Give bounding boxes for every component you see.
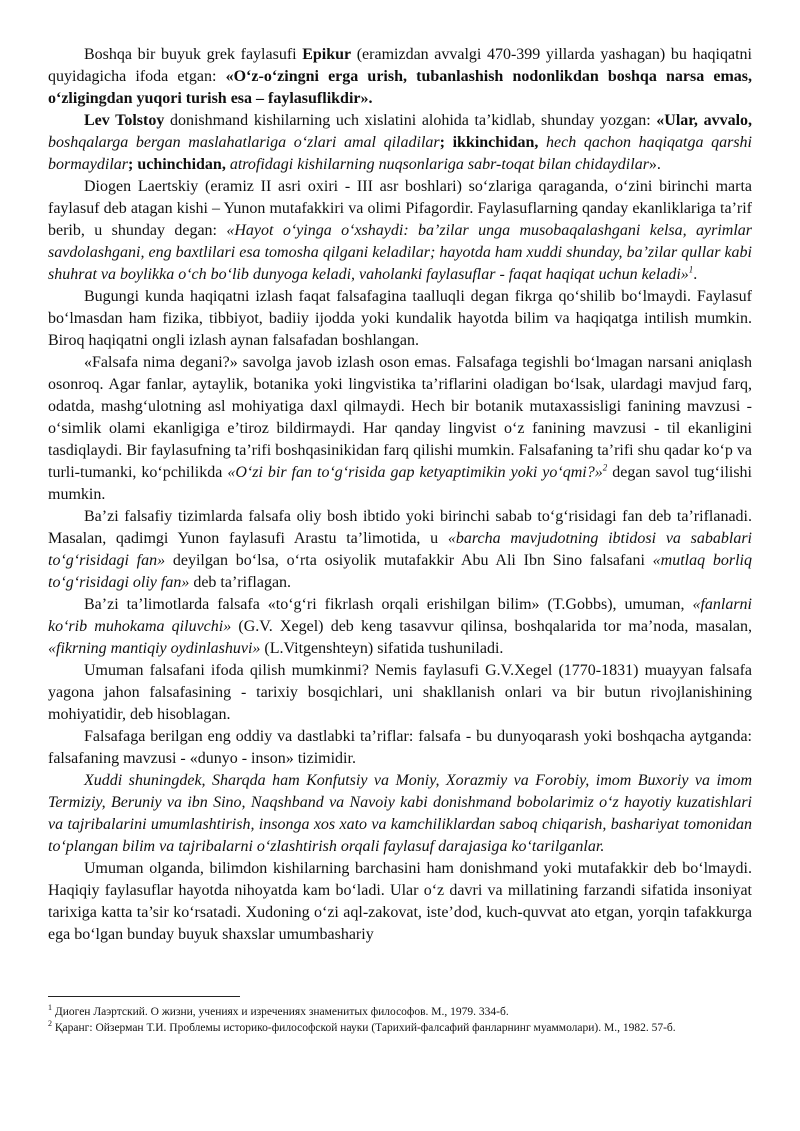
footnote-rule xyxy=(48,996,240,997)
text-run: Ba’zi falsafiy tizimlarda falsafa oliy bosh ibtido yoki birinchi sabab to‘g‘risidagi fan deb ta’riflanadi. Masalan, qadimgi Yunon faylasufi Arastu ta’limotida, u xyxy=(48,508,752,547)
paragraph xyxy=(48,660,752,726)
italic-text: boshqalarga bergan maslahatlariga o‘zlari amal qiladilar xyxy=(48,134,440,151)
bold-text: ; ikkinchidan, xyxy=(439,134,539,151)
text-run: ». xyxy=(648,156,661,173)
footnote-number: 2 xyxy=(48,1019,52,1029)
italic-text: «barcha mavjudotning ibtidosi va sabablari to‘g‘risidagi fan» xyxy=(48,530,753,569)
paragraph xyxy=(48,352,752,506)
italic-text: «fanlarni ko‘rib muhokama qiluvchi» xyxy=(48,596,752,635)
text-run: Umuman olganda, bilimdon kishilarning barchasini ham donishmand yoki mutafakkir deb bo‘lmaydi. Haqiqiy faylasuflar hayotda nihoyatda kam bo‘ladi. Ular o‘z davri va millatining farzandi sifatida insoniyat tarixiga katta ta’sir ko‘rsatadi. Xudoning o‘zi aql-zakovat, iste’dod, kuch-quvvat ato etgan, yorqin tafakkurga ega bo‘lgan bunday buyuk shaxslar umumbashariy xyxy=(48,860,752,943)
paragraph xyxy=(48,110,752,176)
paragraph xyxy=(48,44,752,110)
text-run: «Falsafa nima degani?» savolga javob izlash oson emas. Falsafaga tegishli bo‘lmagan narsani aniqlash osonroq. Agar fanlar, aytaylik, botanika yoki lingvistika ta’riflarini oladigan bo‘lsak, ulardagi mavjud farq, odatda, mashg‘ulotning asl mohiyatiga daxl qilmaydi. Hech bir botanik mutaxassisligi fanining mavzusi - o‘simlik olami ekanligiga e’tiroz bildirmaydi. Har qanday lingvist o‘z fanining mavzusi - til ekanligini tasdiqlaydi. Bir faylasufning ta’rifi boshqasinikidan farq qilishi mumkin. Falsafaning ta’rifi shu qadar ko‘p va turli-tumanki, ko‘pchilikda xyxy=(48,354,752,481)
document-body xyxy=(48,44,752,946)
italic-text: «mutlaq borliq to‘g‘risidagi oliy fan» xyxy=(48,552,752,591)
footnote-text: Диоген Лаэртский. О жизни, учениях и изречениях знаменитых философов. М., 1979. 334-б. xyxy=(52,1006,509,1018)
italic-text: «Hayot o‘yinga o‘xshaydi: ba’zilar unga musobaqalashgani kelsa, ayrimlar savdolashgani, eng baxtlilari esa tomosha qilgani keladilar; hayotda ham xuddi shunday, ba’zilar qullar kabi shuhrat va boylikka o‘ch bo‘lib dunyoga keladi, vaholanki faylasuflar - faqat haqiqat uchun keladi» xyxy=(48,222,752,283)
text-run: (eramizdan avvalgi 470-399 yillarda yashagan) bu haqiqatni quyidagicha ifoda etgan: xyxy=(48,46,752,85)
bold-text: Epikur xyxy=(302,46,352,63)
footnotes xyxy=(48,996,752,1037)
text-run: Umuman falsafani ifoda qilish mumkinmi? Nemis faylasufi G.V.Xegel (1770-1831) muayyan falsafa yagona jahon falsafasining - tarixiy bosqichlari, uni shakllanish onlari va bir butun rivojlanishining mohiyatidir, deb hisoblagan. xyxy=(48,662,752,723)
text-run: deyilgan bo‘lsa, o‘rta osiyolik mutafakkir Abu Ali Ibn Sino falsafani xyxy=(165,552,653,569)
italic-text: «fikrning mantiqiy oydinlashuvi» xyxy=(48,640,261,657)
footnote-2 xyxy=(48,1021,752,1036)
footnote-reference: 2 xyxy=(602,462,608,473)
text-run: (L.Vitgenshteyn) sifatida tushuniladi. xyxy=(260,640,504,657)
text-run: Diogen Laertskiy (eramiz II asri oxiri - III asr boshlari) so‘zlariga qaraganda, o‘zini birinchi marta faylasuf deb atagan kishi – Yunon mutafakkiri va olimi Pifagordir. Faylasuflarning qanday ekanliklariga ta’rif berib, u shunday degan: xyxy=(48,178,752,239)
italic-text: atrofidagi kishilarning nuqsonlariga sabr-toqat bilan chidaydilar xyxy=(225,156,649,173)
text-run: deb ta’riflagan. xyxy=(189,574,292,591)
text-run: (G.V. Xegel) deb keng tasavvur qilinsa, boshqalarida tor ma’noda, masalan, xyxy=(231,618,752,635)
text-run: Boshqa bir buyuk grek faylasufi xyxy=(84,46,303,63)
text-run: Ba’zi ta’limotlarda falsafa «to‘g‘ri fikrlash orqali erishilgan bilim» (T.Gobbs), umuman, xyxy=(84,596,693,613)
paragraph xyxy=(48,286,752,352)
bold-text: ; uchinchidan, xyxy=(128,156,226,173)
paragraph xyxy=(48,858,752,946)
bold-text: Lev Tolstoy xyxy=(84,112,165,129)
bold-text: «O‘z-o‘zingni erga urish, tubanlashish nodonlikdan boshqa narsa emas, o‘zligingdan yuqori turish esa – faylasuflikdir». xyxy=(48,68,752,107)
bold-text: «Ular, avvalo, xyxy=(656,112,753,129)
paragraph xyxy=(48,506,752,594)
text-run: degan savol tug‘ilishi mumkin. xyxy=(48,464,753,503)
italic-text: Xuddi shuningdek, Sharqda ham Konfutsiy va Moniy, Xorazmiy va Forobiy, imom Buxoriy va imom Termiziy, Beruniy va ibn Sino, Naqshband va Navoiy kabi donishmand bobolarimiz o‘z hayotiy kuzatishlari va tajribalarini umumlashtirish, insonga xos xato va kamchiliklardan saboq chiqarish, bashariyat tomonidan to‘plangan bilim va tajribalarni o‘zlashtirish orqali faylasuf darajasiga ko‘tarilganlar. xyxy=(48,772,752,855)
footnote-reference: 1 xyxy=(688,264,694,275)
paragraph xyxy=(48,594,752,660)
text-run: Falsafaga berilgan eng oddiy va dastlabki ta’riflar: falsafa - bu dunyoqarash yoki boshqacha aytganda: falsafaning mavzusi - «dunyo - inson» tizimidir. xyxy=(48,728,752,767)
paragraph xyxy=(48,726,752,770)
text-run: Bugungi kunda haqiqatni izlash faqat falsafagina taalluqli degan fikrga qo‘shilib bo‘lmaydi. Faylasuf bo‘lmasdan ham fizika, tibbiyot, badiiy ijodda yoki kundalik hayotda bilim va haqiqatga intilish mumkin. Biroq haqiqatni ongli izlash aynan falsafadan boshlangan. xyxy=(48,288,752,349)
paragraph xyxy=(48,770,752,858)
text-run: donishmand kishilarning uch xislatini alohida ta’kidlab, shunday yozgan: xyxy=(164,112,657,129)
paragraph xyxy=(48,176,752,286)
footnote-1 xyxy=(48,1005,752,1020)
italic-text: «O‘zi bir fan to‘g‘risida gap ketyaptimikin yoki yo‘qmi?» xyxy=(227,464,603,481)
footnote-number: 1 xyxy=(48,1003,52,1013)
italic-text: hech qachon haqiqatga qarshi bormaydilar xyxy=(48,134,752,173)
text-run: . xyxy=(693,266,698,283)
footnote-text: Қаранг: Ойзерман Т.И. Проблемы историко-философской науки (Тарихий-фалсафий фанларнинг муаммолари). М., 1982. 57-б. xyxy=(52,1022,676,1034)
